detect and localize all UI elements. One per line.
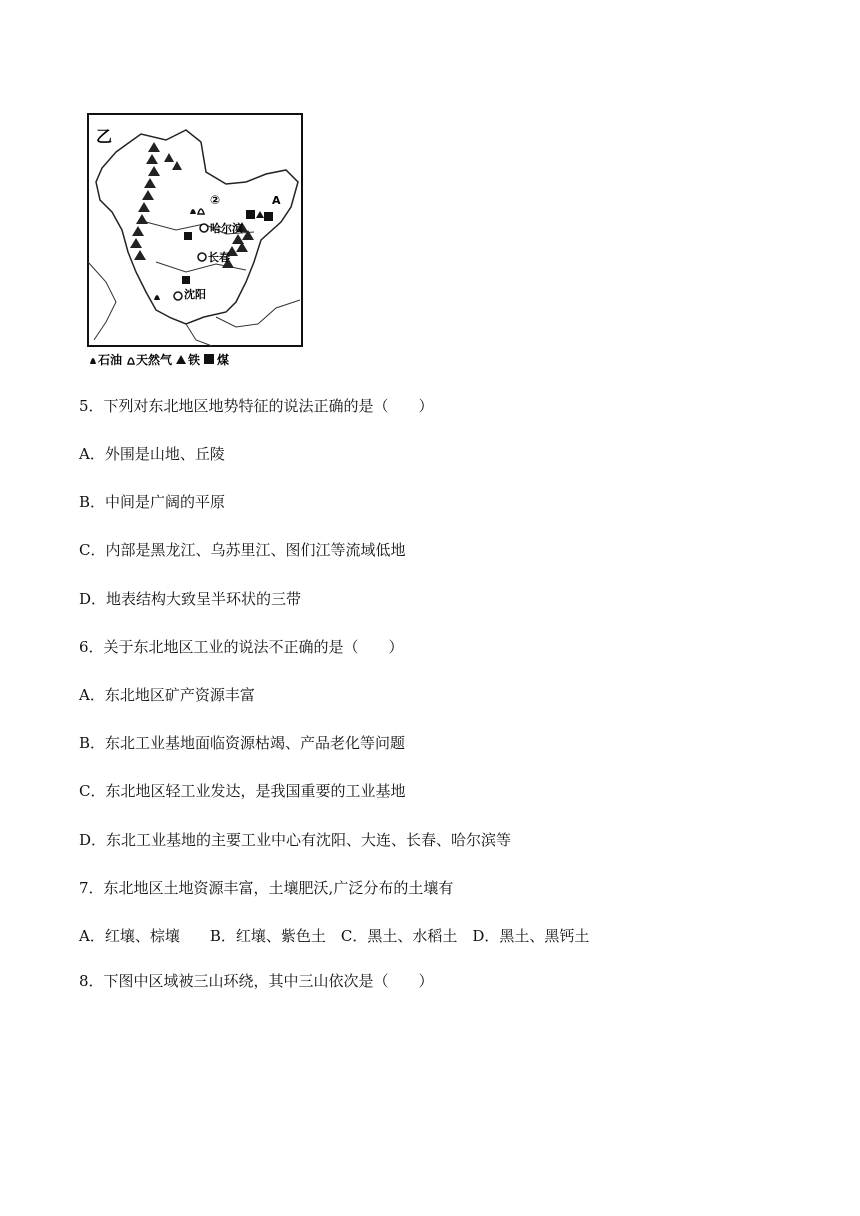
legend-coal-icon (204, 354, 214, 364)
legend-gas-label: 天然气 (136, 353, 173, 367)
legend-oil-icon (90, 358, 96, 364)
question-7-stem: 7．东北地区土地资源丰富，土壤肥沃,广泛分布的土壤有 (79, 879, 454, 897)
legend-gas-icon (128, 358, 134, 364)
question-6-option-c: C．东北地区轻工业发达，是我国重要的工业基地 (79, 782, 406, 800)
question-8-stem: 8．下图中区域被三山环绕，其中三山依次是（ ） (79, 972, 434, 990)
question-5-option-a: A．外围是山地、丘陵 (79, 445, 225, 463)
question-7-options: A．红壤、棕壤 B．红壤、紫色土 C．黑土、水稻土 D．黑土、黑钙土 (79, 927, 590, 945)
shenyang-dot (174, 292, 182, 300)
legend-oil-label: 石油 (98, 353, 123, 367)
legend-iron-label: 铁 (188, 353, 201, 367)
question-6-stem: 6．关于东北地区工业的说法不正确的是（ ） (79, 638, 404, 656)
legend-coal-label: 煤 (217, 353, 230, 367)
question-5-stem: 5．下列对东北地区地势特征的说法正确的是（ ） (79, 397, 434, 415)
point-a-label: A (272, 194, 281, 207)
question-6-option-b: B．东北工业基地面临资源枯竭、产品老化等问题 (79, 734, 406, 752)
changchun-dot (198, 253, 206, 261)
legend-iron-icon (176, 355, 186, 364)
question-5-option-d: D．地表结构大致呈半环状的三带 (79, 590, 302, 608)
map-panel-label: 乙 (96, 127, 113, 146)
question-5-option-c: C．内部是黑龙江、乌苏里江、图们江等流域低地 (79, 541, 406, 559)
city-label-harbin: 哈尔滨 (210, 222, 243, 235)
question-6-option-a: A．东北地区矿产资源丰富 (79, 686, 255, 704)
question-5-option-b: B．中间是广阔的平原 (79, 493, 226, 511)
harbin-dot (200, 224, 208, 232)
northeast-china-map (86, 112, 304, 368)
city-label-changchun: 长春 (208, 251, 230, 264)
region-marker-label: ② (210, 193, 221, 207)
map-legend (90, 352, 229, 367)
question-6-option-d: D．东北工业基地的主要工业中心有沈阳、大连、长春、哈尔滨等 (79, 831, 512, 849)
city-label-shenyang: 沈阳 (184, 288, 206, 301)
